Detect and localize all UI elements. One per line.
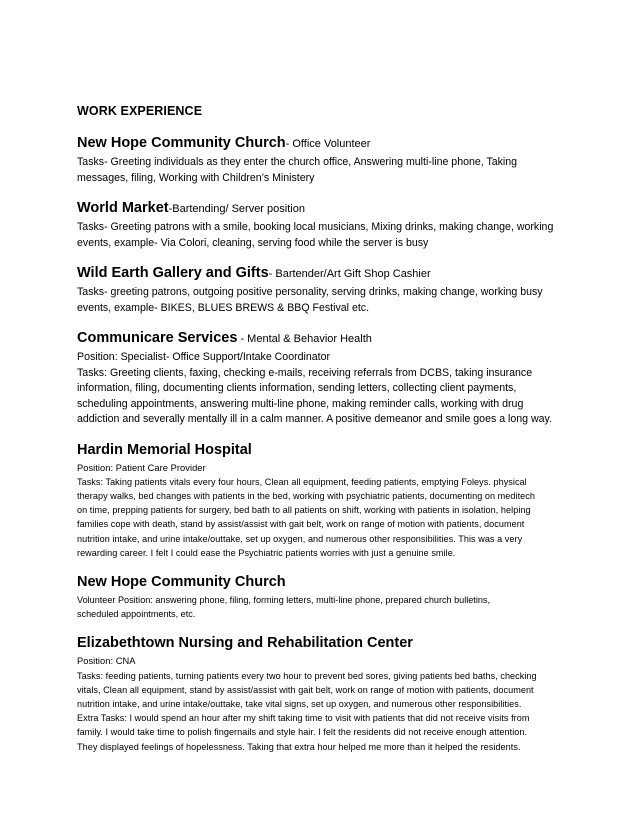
job-entry	[77, 634, 617, 753]
job-header	[77, 329, 617, 348]
job-header	[77, 199, 617, 218]
job-role: - Office Volunteer	[285, 138, 371, 150]
job-line: Tasks: Greeting clients, faxing, checking e-mails, receiving referrals from DCBS, taking insurance	[77, 366, 533, 379]
job-role: - Mental & Behavior Health	[237, 333, 372, 345]
job-line: therapy walks, bed changes with patients in the bed, working with psychiatric patients, documenting on meditech	[77, 490, 535, 501]
resume-page	[77, 104, 617, 767]
job-header	[77, 264, 617, 283]
employer-name: Hardin Memorial Hospital	[77, 441, 252, 458]
job-line: messages, filing, Working with Children’s Ministery	[77, 171, 315, 184]
job-line: Tasks- Greeting patrons with a smile, booking local musicians, Mixing drinks, making change, working	[77, 221, 554, 233]
employer-name: New Hope Community Church	[77, 573, 286, 590]
job-line: Tasks- greeting patrons, outgoing positive personality, serving drinks, making change, working busy	[77, 286, 543, 298]
job-header	[77, 634, 617, 652]
job-line: addiction and severally mentally ill in a calm manner. A positive demeanor and smile goes a long way.	[77, 413, 553, 425]
job-header	[77, 573, 617, 591]
job-entry	[77, 134, 617, 186]
job-line: Position: Patient Care Provider	[77, 462, 206, 473]
employer-name: Elizabethtown Nursing and Rehabilitation Center	[77, 635, 413, 652]
job-line: scheduled appointments, etc.	[77, 609, 196, 620]
job-role: - Bartender/Art Gift Shop Cashier	[268, 268, 431, 280]
job-line: Tasks: Taking patients vitals every four hours, Clean all equipment, feeding patients, emptying Foleys. physical	[77, 476, 527, 487]
job-header	[77, 441, 617, 459]
job-line: Position: CNA	[77, 656, 136, 667]
employer-name: World Market	[77, 200, 169, 216]
job-entry	[77, 441, 617, 560]
job-line: nutrition intake, and urine intake/outtake, set up oxygen, and numerous other responsibilities. This was a very	[77, 533, 523, 544]
job-line: nutrition intake, and urine intake/outtake, take vital signs, set up oxygen, and numerous other responsibilities.	[77, 698, 522, 709]
job-entry	[77, 199, 617, 251]
job-line: families cope with death, stand by assist/assist with gait belt, work on range of motion with patients, document	[77, 519, 525, 530]
employer-name: Communicare Services	[77, 330, 238, 346]
job-line: vitals, Clean all equipment, stand by assist/assist with gait belt, work on range of motion with patients, document	[77, 684, 534, 695]
job-line: rewarding career. I felt I could ease the Psychiatric patients worries with just a genuine smile.	[77, 547, 456, 558]
job-line: They displayed feelings of hopelessness. Taking that extra hour helped me more than it helped the residents.	[77, 741, 521, 752]
job-line: events, example- Via Colori, cleaning, serving food while the server is busy	[77, 236, 429, 249]
employer-name: Wild Earth Gallery and Gifts	[77, 265, 269, 281]
job-line: on time, prepping patients for surgery, bed bath to all patients on shift, working with patients in isolation, helping	[77, 505, 531, 516]
job-line: Position: Specialist- Office Support/Intake Coordinator	[77, 351, 331, 363]
job-line: Tasks- Greeting individuals as they enter the church office, Answering multi-line phone, Taking	[77, 156, 518, 168]
employer-name: New Hope Community Church	[77, 135, 286, 151]
job-line: Volunteer Position: answering phone, filing, forming letters, multi-line phone, prepared church bulletins,	[77, 594, 490, 605]
job-line: Tasks: feeding patients, turning patients every two hour to prevent bed sores, giving patients bed baths, checking	[77, 670, 537, 681]
job-line: scheduling appointments, answering multi-line phone, making reminder calls, working with drug	[77, 397, 524, 410]
job-role: -Bartending/ Server position	[168, 203, 305, 215]
job-entry	[77, 573, 617, 621]
job-line: family. I would take time to polish fingernails and style hair. I felt the residents did not receive enough attention.	[77, 727, 528, 738]
job-entry	[77, 264, 617, 316]
job-line: events, example- BIKES, BLUES BREWS & BBQ Festival etc.	[77, 301, 370, 314]
job-line: Extra Tasks: I would spend an hour after my shift taking time to visit with patients that did not receive visits from	[77, 713, 530, 724]
job-entry	[77, 329, 617, 428]
section-heading: WORK EXPERIENCE	[77, 104, 203, 118]
job-line: information, filing, documenting clients information, sending letters, collecting client payments,	[77, 382, 517, 394]
job-header	[77, 134, 617, 153]
